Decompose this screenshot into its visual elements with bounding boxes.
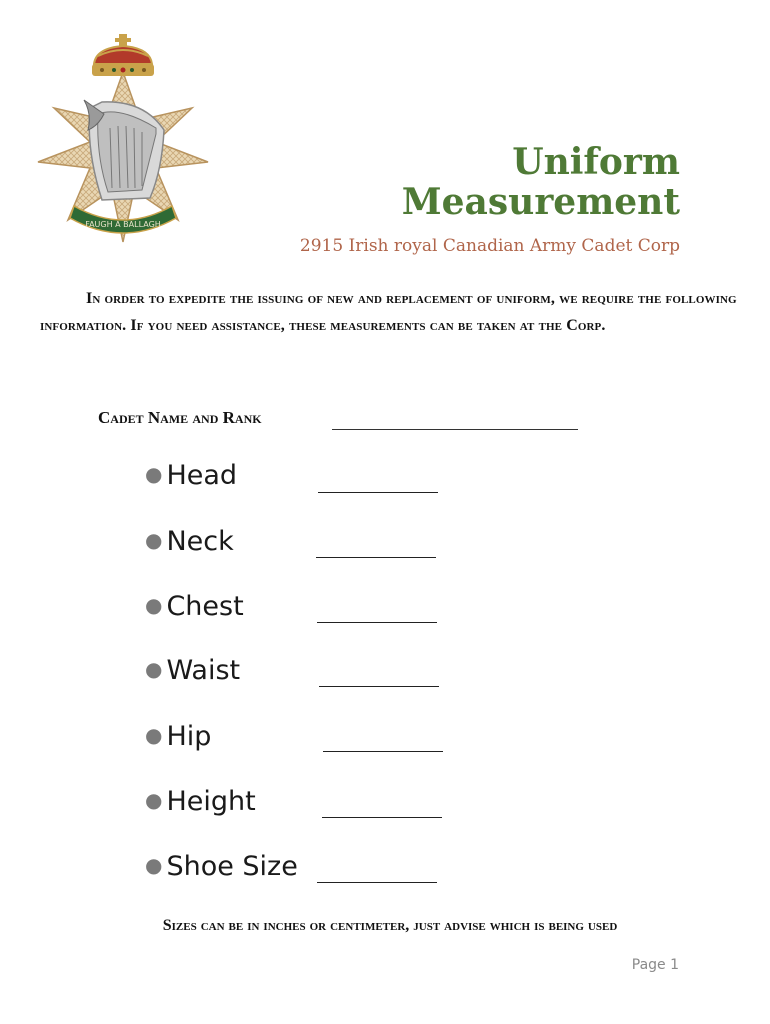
measurement-item-neck — [145, 526, 234, 566]
measurement-label: Height — [166, 786, 256, 817]
measurement-item-hip — [145, 721, 211, 761]
bullet-icon: ● — [145, 788, 163, 812]
measurement-item-height — [145, 786, 256, 826]
cadet-name-label: Cadet Name and Rank — [98, 408, 262, 427]
measurement-label: Chest — [166, 591, 244, 622]
measurement-label: Head — [166, 460, 238, 491]
neck-blank[interactable] — [316, 557, 436, 558]
bullet-icon: ● — [145, 462, 163, 486]
measurement-item-shoe-size — [145, 851, 298, 891]
measurement-item-chest — [145, 591, 244, 631]
shoe-size-blank[interactable] — [317, 882, 437, 883]
waist-blank[interactable] — [319, 686, 439, 687]
measurement-label: Shoe Size — [166, 851, 298, 882]
badge-motto: FAUGH A BALLAGH — [85, 220, 161, 229]
cadet-name-blank[interactable] — [332, 429, 578, 430]
bullet-icon: ● — [145, 853, 163, 877]
title-line-2: Measurement — [401, 181, 680, 223]
measurement-item-waist — [145, 655, 240, 695]
bullet-icon: ● — [145, 528, 163, 552]
bullet-icon: ● — [145, 723, 163, 747]
height-blank[interactable] — [322, 817, 442, 818]
head-blank[interactable] — [318, 492, 438, 493]
intro-paragraph: In order to expedite the issuing of new and replacement of uniform, we require the following information. If you need assistance, these measurements can be taken at the Corp. — [40, 290, 737, 334]
measurement-label: Neck — [166, 526, 234, 557]
units-note: Sizes can be in inches or centimeter, just advise which is being used — [162, 917, 618, 934]
title-line-1: Uniform — [512, 141, 680, 183]
measurement-label: Hip — [166, 721, 212, 752]
corps-subtitle: 2915 Irish royal Canadian Army Cadet Corp — [299, 236, 680, 256]
chest-blank[interactable] — [317, 622, 437, 623]
measurement-label: Waist — [166, 655, 241, 686]
measurement-item-head — [145, 460, 237, 500]
page-number: Page 1 — [631, 957, 679, 973]
bullet-icon: ● — [145, 593, 163, 617]
form-title — [402, 142, 680, 222]
regimental-badge-logo — [32, 30, 214, 250]
hip-blank[interactable] — [323, 751, 443, 752]
bullet-icon: ● — [145, 657, 163, 681]
